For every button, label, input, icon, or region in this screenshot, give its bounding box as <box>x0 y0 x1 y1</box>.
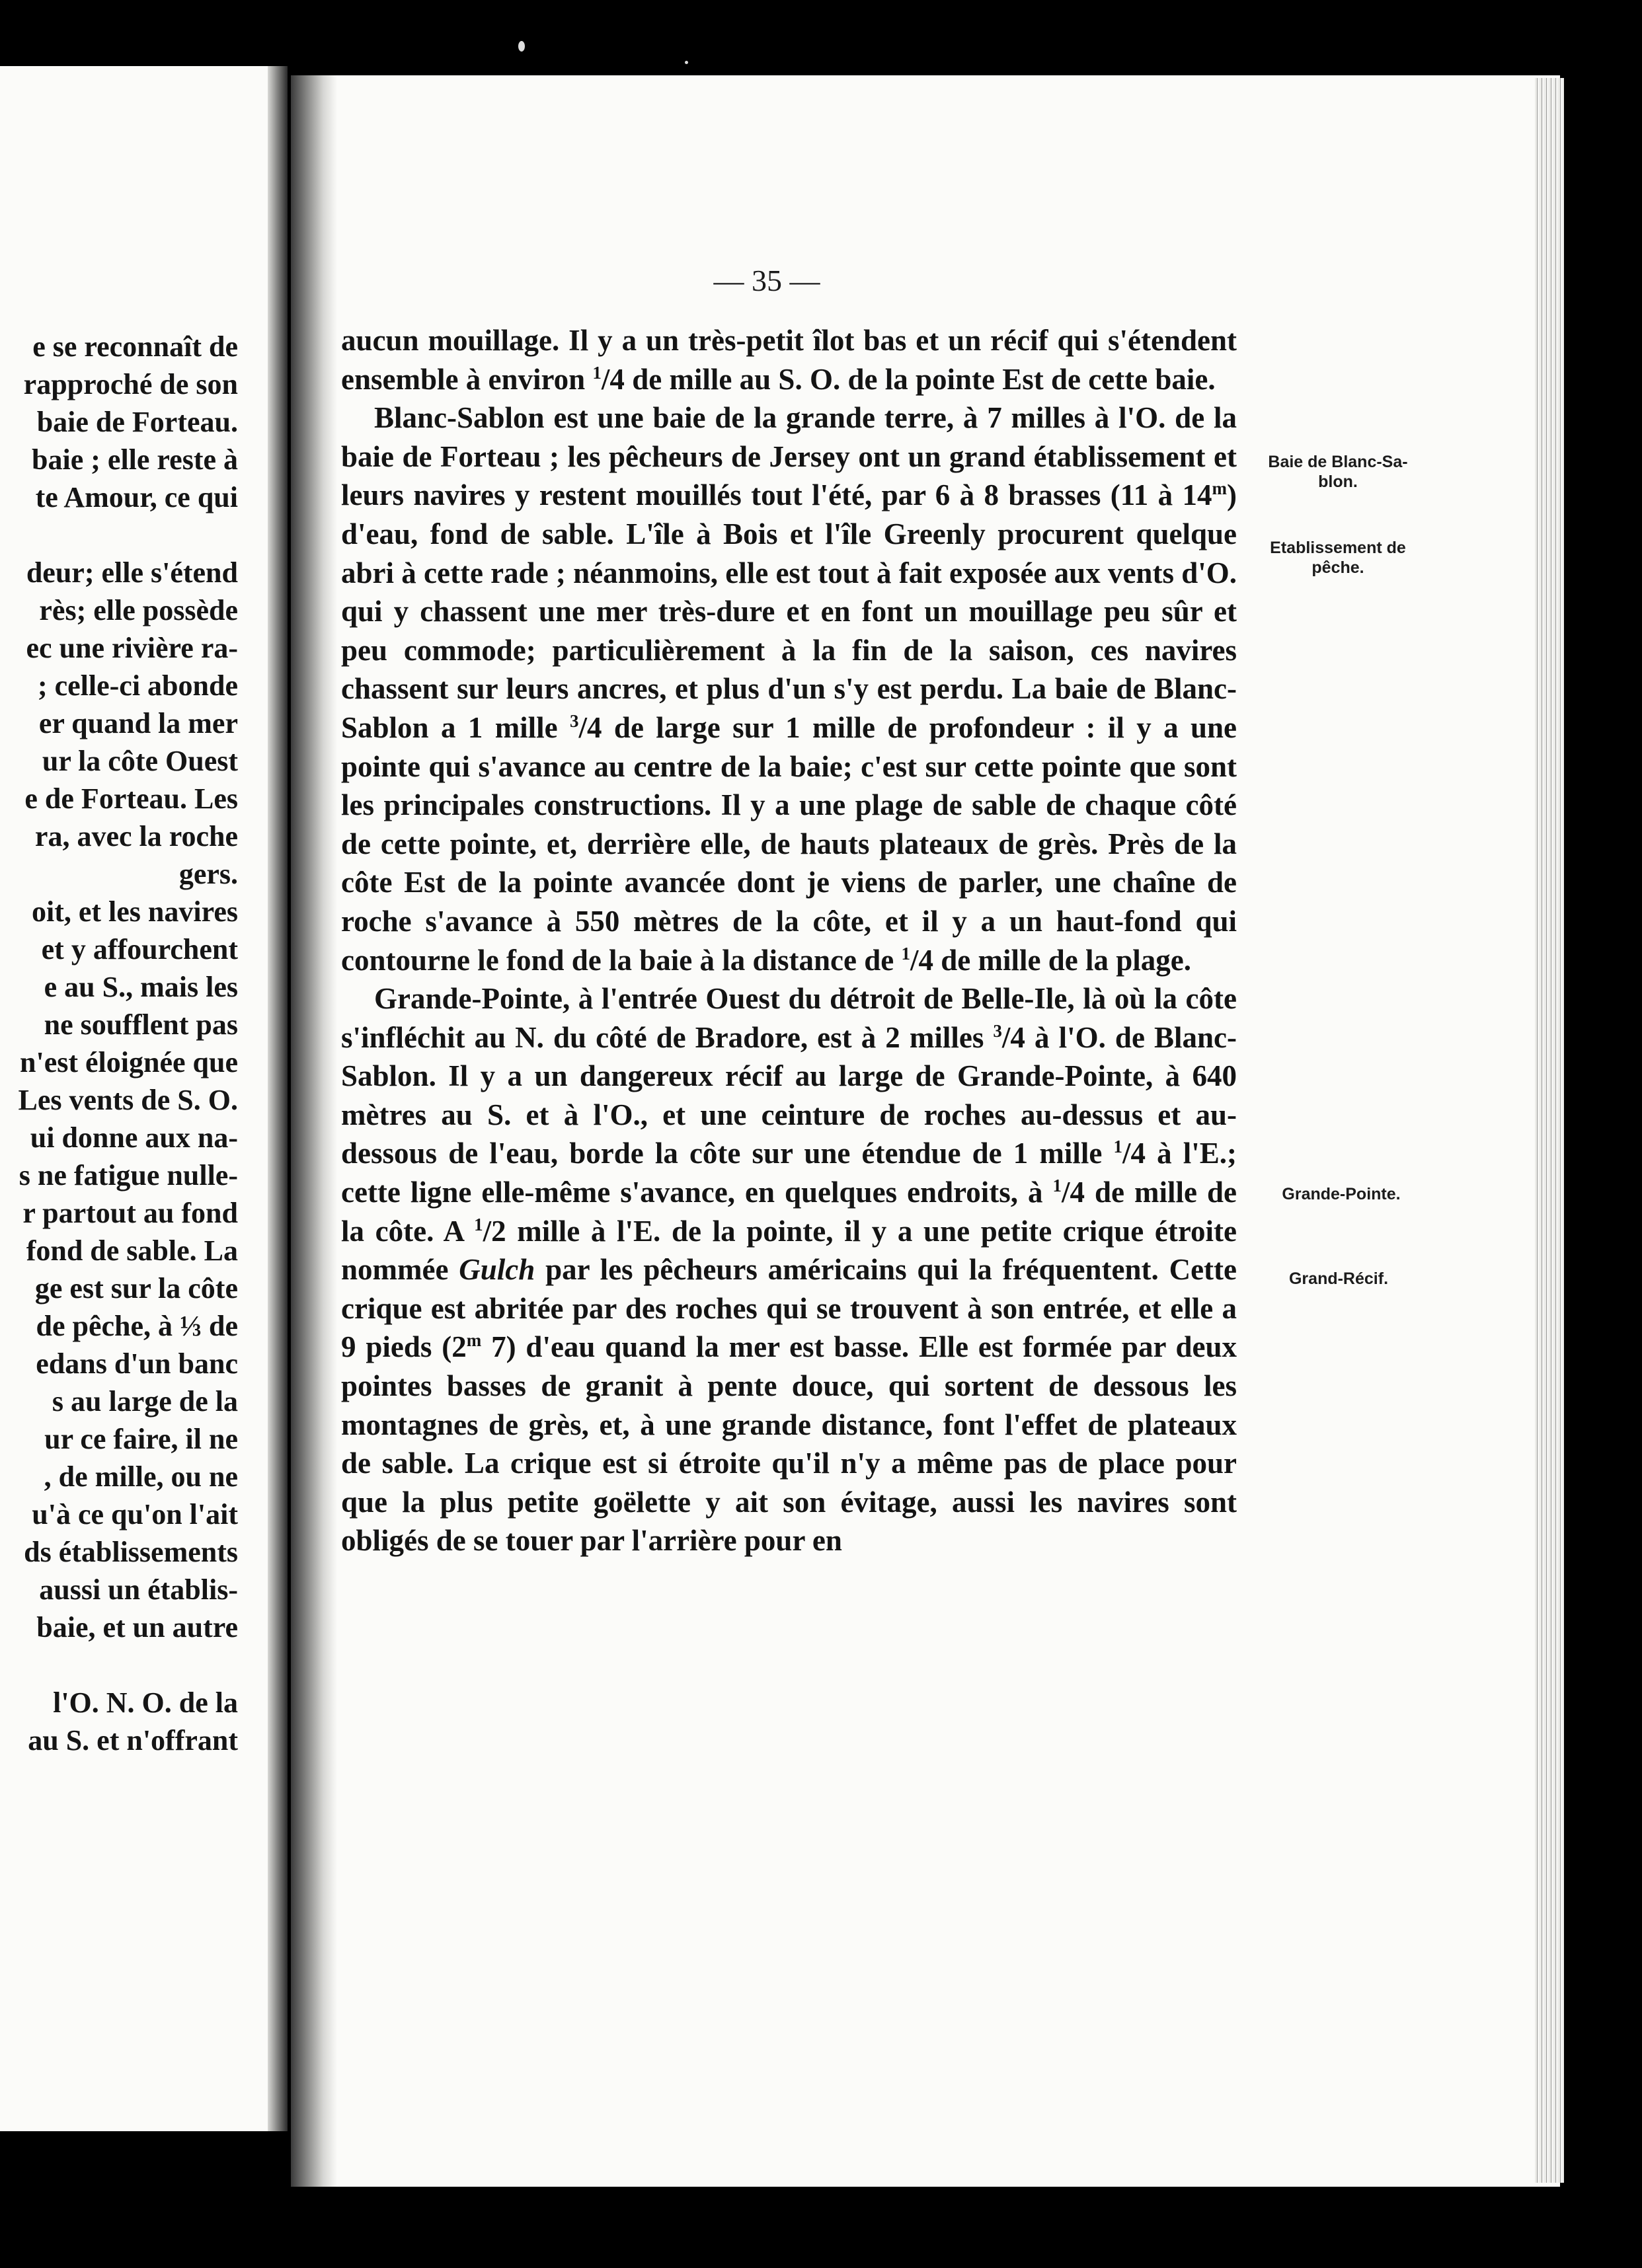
left-page-line: r partout au fond <box>22 1197 238 1229</box>
left-page-line: e au S., mais les <box>44 971 238 1003</box>
left-page-line: te Amour, ce qui <box>35 481 238 513</box>
left-page-line: ui donne aux na- <box>30 1121 238 1154</box>
margin-note-line: Baie de Blanc-Sa- <box>1268 453 1408 471</box>
left-page-line: oit, et les navires <box>31 895 238 928</box>
margin-note-line: blon. <box>1318 472 1358 491</box>
left-page-line: baie ; elle reste à <box>32 443 238 476</box>
margin-note-grande-pointe <box>1265 1184 1417 1204</box>
left-page-line: ge est sur la côte <box>34 1272 238 1304</box>
left-page-line: rapproché de son <box>23 368 238 400</box>
left-page-line: s au large de la <box>52 1385 238 1418</box>
left-page-line: n'est éloignée que <box>20 1046 238 1078</box>
ink-speck <box>685 61 688 64</box>
left-page-line: ds établissements <box>24 1536 238 1568</box>
left-page-line: , de mille, ou ne <box>44 1460 238 1493</box>
margin-note-line: pêche. <box>1311 558 1364 577</box>
left-page-line: aussi un établis- <box>39 1573 238 1606</box>
left-page-line: e se reconnaît de <box>32 330 238 363</box>
left-page-line: baie de Forteau. <box>36 406 238 438</box>
paragraph-blanc-sablon: Blanc-Sablon est une baie de la grande terre, à 7 milles à l'O. de la baie de Forteau ; les pêcheurs de Jersey ont un grand établissement et leurs navires y restent mouillés tout l'été, par 6 à 8 brasses (11 à 14$^m$) d'eau, fond de sable. L'île à Bois et l'île Greenly procurent quelque abri à cette rade ; néanmoins, elle est tout à fait exposée aux vents d'O. qui y chassent une mer très-dure et en font un mouillage peu sûr et peu commode; particulièrement à la fin de la saison, ces navires chassent sur leurs ancres, et plus d'un s'y est perdu. La baie de Blanc-Sablon a 1 mille $^3$/4 de large sur 1 mille de profondeur : il y a une pointe qui s'avance au centre de la baie; c'est sur cette pointe que sont les principales constructions. Il y a une plage de sable de chaque côté de cette pointe, et, derrière elle, de hauts plateaux de grès. Près de la côte Est de la pointe avancée dont je viens de parler, une chaîne de roche s'avance à 550 mètres de la côte, et il y a un haut-fond qui contourne le fond de la baie à la distance de $^1$/4 de mille de la plage. <box>341 401 1237 977</box>
gutter-shadow <box>291 75 337 2187</box>
margin-note-line: Grand-Récif. <box>1288 1269 1389 1288</box>
left-page-line: baie, et un autre <box>36 1611 238 1644</box>
left-page-line: ne soufflent pas <box>44 1008 238 1041</box>
left-page-line: au S. et n'offrant <box>28 1724 238 1757</box>
left-page-line: e de Forteau. Les <box>24 782 238 815</box>
left-page-line: Les vents de S. O. <box>18 1084 238 1116</box>
body-text <box>341 321 1237 1560</box>
left-page-line: edans d'un banc <box>36 1347 238 1380</box>
page-edges <box>1535 78 1564 2183</box>
left-page-line: de pêche, à ⅓ de <box>36 1310 238 1342</box>
margin-note-baie-blanc-sablon <box>1245 452 1430 492</box>
paragraph-grande-pointe: Grande-Pointe, à l'entrée Ouest du détroit de Belle-Ile, là où la côte s'infléchit au N. du côté de Bradore, est à 2 milles $^3$/4 à l'O. de Blanc-Sablon. Il y a un dangereux récif au large de Grande-Pointe, à 640 mètres au S. et à l'O., et une ceinture de roches au-dessus et au-dessous de l'eau, borde la côte sur une étendue de 1 mille $^1$/4 à l'E.; cette ligne elle-même s'avance, en quelques endroits, à $^1$/4 de mille de la côte. A $^1$/2 mille à l'E. de la pointe, il y a une petite crique étroite nommée Gulch par les pêcheurs américains qui la fréquentent. Cette crique est abritée par des roches qui se trouvent à son entrée, et elle a 9 pieds (2$^m$ 7) d'eau quand la mer est basse. Elle est formée par deux pointes basses de granit à pente douce, qui sortent de dessous les montagnes de grès, et, à une grande distance, font l'effet de plateaux de sable. La crique est si étroite qu'il n'y a même pas de place pour que la plus petite goëlette y ait son évitage, aussi les navires sont obligés de se touer par l'arrière pour en <box>341 982 1237 1558</box>
ink-speck <box>518 41 525 52</box>
left-page-line: et y affourchent <box>41 933 238 965</box>
left-facing-page <box>0 66 272 2131</box>
page-number: — 35 — <box>713 264 820 297</box>
margin-note-grand-recif <box>1276 1269 1401 1289</box>
left-page-line: ur ce faire, il ne <box>44 1423 238 1455</box>
left-page-line: gers. <box>178 858 238 890</box>
left-page-line: er quand la mer <box>38 707 238 739</box>
left-page-line: fond de sable. La <box>26 1234 238 1267</box>
left-page-line: l'O. N. O. de la <box>53 1686 238 1719</box>
left-page-line: ; celle-ci abonde <box>37 669 238 702</box>
margin-note-line: Grande-Pointe. <box>1282 1185 1401 1203</box>
left-page-line: deur; elle s'étend <box>26 556 238 589</box>
margin-note-etablissement <box>1245 538 1430 578</box>
paragraph-1: aucun mouillage. Il y a un très-petit îlot bas et un récif qui s'étendent ensemble à environ $^1$/4 de mille au S. O. de la pointe Est de cette baie. <box>341 324 1237 396</box>
left-page-line: u'à ce qu'on l'ait <box>32 1498 238 1531</box>
left-page-line: ec une rivière ra- <box>26 632 238 664</box>
margin-note-line: Etablissement de <box>1270 539 1406 557</box>
left-page-line: rès; elle possède <box>39 594 238 626</box>
left-page-line: s ne fatigue nulle- <box>19 1159 238 1191</box>
left-page-line: ra, avec la roche <box>34 820 238 852</box>
left-page-gutter-shadow <box>268 66 288 2131</box>
left-page-line: ur la côte Ouest <box>42 745 238 777</box>
